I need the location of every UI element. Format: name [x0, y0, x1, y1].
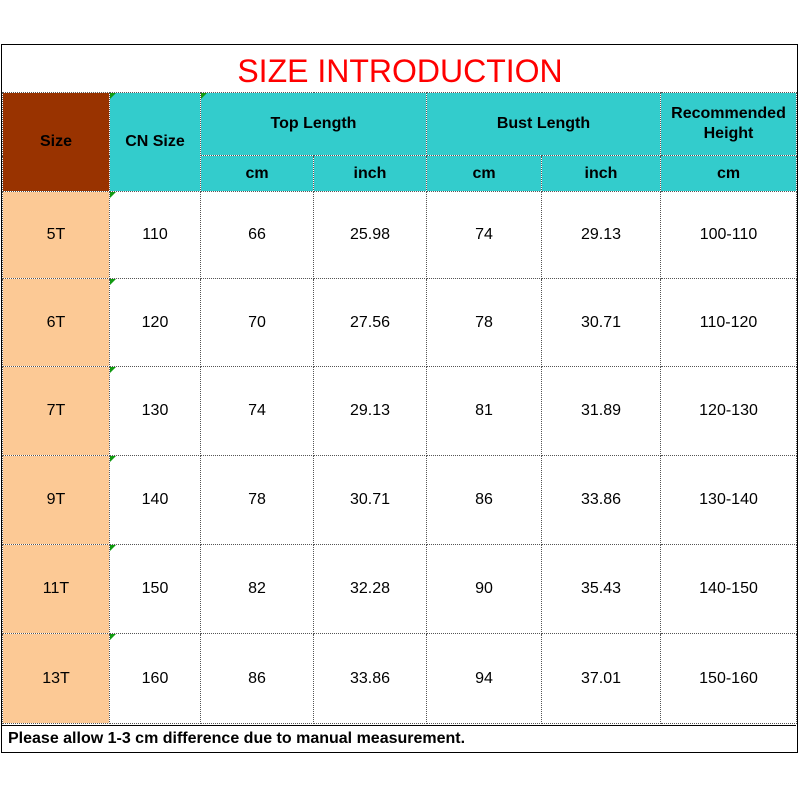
size-cell: 7T: [3, 367, 110, 456]
table-row: [3, 634, 797, 724]
cn-size-cell: 150: [110, 545, 201, 634]
unit-header: cm: [201, 156, 314, 192]
table-row: [3, 279, 797, 367]
top-cm-cell: 78: [201, 456, 314, 545]
table-row: [3, 456, 797, 545]
cn-size-cell: 110: [110, 192, 201, 279]
bust-inch-cell: 30.71: [542, 279, 661, 367]
size-cell: 5T: [3, 192, 110, 279]
top-length-header: Top Length: [201, 93, 427, 156]
top-inch-cell: 30.71: [314, 456, 427, 545]
cn-size-header: CN Size: [110, 93, 201, 192]
size-cell: 6T: [3, 279, 110, 367]
top-inch-cell: 25.98: [314, 192, 427, 279]
cn-size-cell: 140: [110, 456, 201, 545]
page-title: SIZE INTRODUCTION: [237, 53, 563, 89]
measurement-note: Please allow 1-3 cm difference due to manual measurement.: [2, 725, 796, 751]
cn-size-cell: 160: [110, 634, 201, 724]
bust-inch-cell: 29.13: [542, 192, 661, 279]
table-row: [3, 192, 797, 279]
recommended-height-header: Recommended Height: [661, 93, 797, 156]
height-cell: 140-150: [661, 545, 797, 634]
bust-inch-cell: 33.86: [542, 456, 661, 545]
top-inch-cell: 27.56: [314, 279, 427, 367]
top-inch-cell: 33.86: [314, 634, 427, 724]
height-cell: 110-120: [661, 279, 797, 367]
size-cell: 13T: [3, 634, 110, 724]
bust-length-header: Bust Length: [427, 93, 661, 156]
size-header: Size: [3, 93, 110, 192]
top-cm-cell: 70: [201, 279, 314, 367]
top-inch-cell: 29.13: [314, 367, 427, 456]
bust-cm-cell: 90: [427, 545, 542, 634]
bust-cm-cell: 94: [427, 634, 542, 724]
bust-cm-cell: 86: [427, 456, 542, 545]
cn-size-cell: 120: [110, 279, 201, 367]
height-cell: 100-110: [661, 192, 797, 279]
height-cell: 130-140: [661, 456, 797, 545]
unit-header: cm: [661, 156, 797, 192]
cn-size-cell: 130: [110, 367, 201, 456]
top-cm-cell: 66: [201, 192, 314, 279]
top-cm-cell: 82: [201, 545, 314, 634]
top-cm-cell: 86: [201, 634, 314, 724]
unit-header: inch: [314, 156, 427, 192]
bust-inch-cell: 35.43: [542, 545, 661, 634]
size-table: [2, 92, 797, 724]
unit-header: cm: [427, 156, 542, 192]
size-cell: 9T: [3, 456, 110, 545]
bust-inch-cell: 37.01: [542, 634, 661, 724]
top-inch-cell: 32.28: [314, 545, 427, 634]
table-row: [3, 367, 797, 456]
table-row: [3, 545, 797, 634]
top-cm-cell: 74: [201, 367, 314, 456]
bust-cm-cell: 81: [427, 367, 542, 456]
height-cell: 150-160: [661, 634, 797, 724]
size-cell: 11T: [3, 545, 110, 634]
bust-cm-cell: 74: [427, 192, 542, 279]
bust-cm-cell: 78: [427, 279, 542, 367]
bust-inch-cell: 31.89: [542, 367, 661, 456]
unit-header: inch: [542, 156, 661, 192]
height-cell: 120-130: [661, 367, 797, 456]
